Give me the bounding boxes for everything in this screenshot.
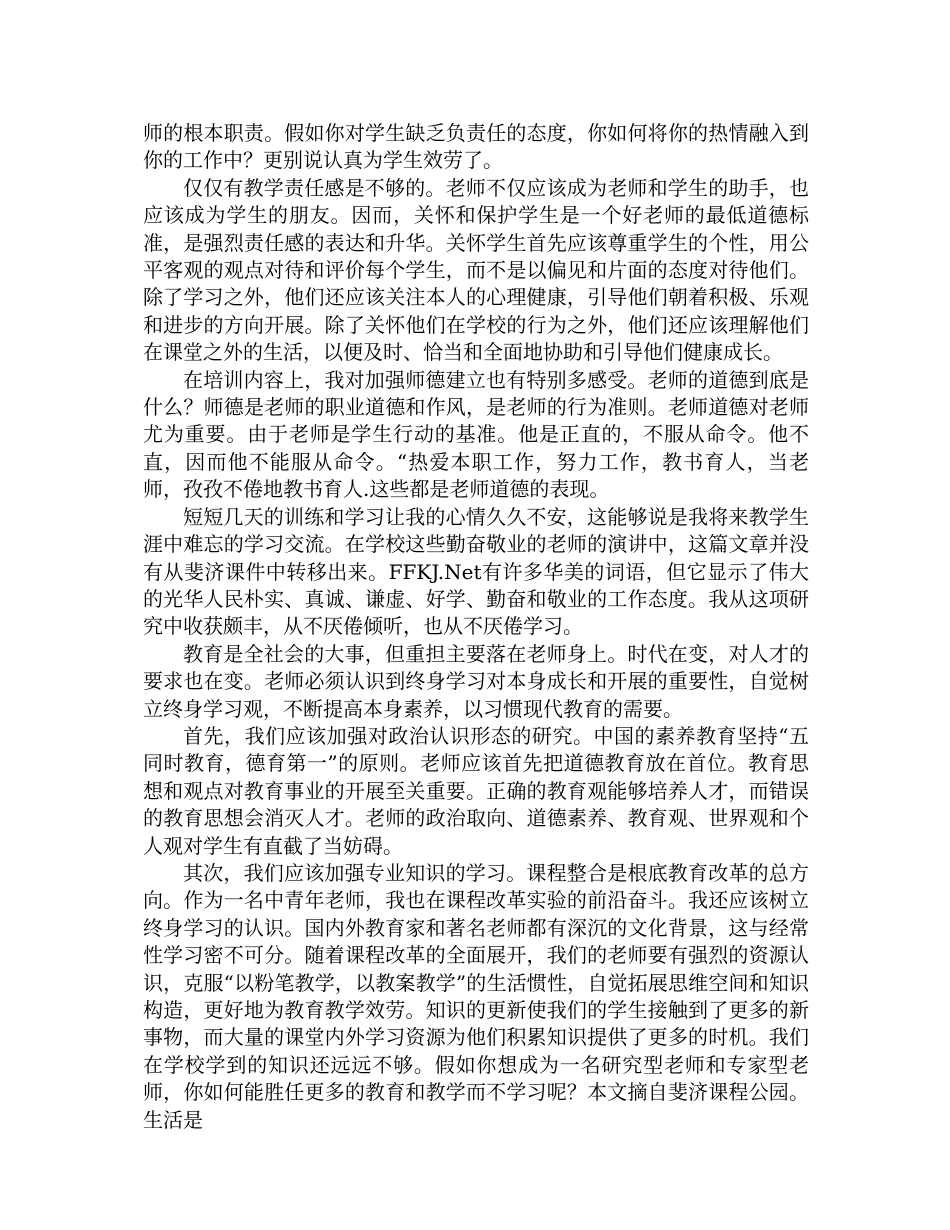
paragraph-continuation: 师的根本职责。假如你对学生缺乏负责任的态度，你如何将你的热情融入到你的工作中？更别说认真为学生效劳了。 (143, 121, 809, 173)
paragraph-professional-knowledge: 其次，我们应该加强专业知识的学习。课程整合是根底教育改革的总方向。作为一名中青年老师，我也在课程改革实验的前沿奋斗。我还应该树立终身学习的认识。国内外教育家和著名老师都有深沉的文化背景，这与经常性学习密不可分。随着课程改革的全面展开，我们的老师要有强烈的资源认识，克服“以粉笔教学，以教案教学”的生活惯性，自觉拓展思维空间和知识构造，更好地为教育教学效劳。知识的更新使我们的学生接触到了更多的新事物，而大量的课堂内外学习资源为他们积累知识提供了更多的时机。我们在学校学到的知识还远远不够。假如你想成为一名研究型老师和专家型老师，你如何能胜任更多的教育和教学而不学习呢？本文摘自斐济课程公园。生活是 (143, 860, 809, 1132)
paragraph-teacher-ethics: 在培训内容上，我对加强师德建立也有特别多感受。老师的道德到底是什么？师德是老师的职业道德和作风，是老师的行为准则。老师道德对老师尤为重要。由于老师是学生行动的基准。他是正直的，不服从命令。他不直，因而他不能服从命令。“热爱本职工作，努力工作，教书育人，当老师，孜孜不倦地教书育人.这些都是老师道德的表现。 (143, 367, 809, 502)
paragraph-training-reflection: 短短几天的训练和学习让我的心情久久不安，这能够说是我将来教学生涯中难忘的学习交流。在学校这些勤奋敬业的老师的演讲中，这篇文章并没有从斐济课件中转移出来。FFKJ.Net有许多华美的词语，但它显示了伟大的光华人民朴实、真诚、谦虚、好学、勤奋和敬业的工作态度。我从这项研究中收获颇丰，从不厌倦倾听，也从不厌倦学习。 (143, 504, 809, 639)
paragraph-responsibility: 仅仅有教学责任感是不够的。老师不仅应该成为老师和学生的助手，也应该成为学生的朋友。因而，关怀和保护学生是一个好老师的最低道德标准，是强烈责任感的表达和升华。关怀学生首先应该尊重学生的个性，用公平客观的观点对待和评价每个学生，而不是以偏见和片面的态度对待他们。除了学习之外，他们还应该关注本人的心理健康，引导他们朝着积极、乐观和进步的方向开展。除了关怀他们在学校的行为之外，他们还应该理解他们在课堂之外的生活，以便及时、恰当和全面地协助和引导他们健康成长。 (143, 175, 809, 365)
paragraph-political-study: 首先，我们应该加强对政治认识形态的研究。中国的素养教育坚持“五同时教育，德育第一”的原则。老师应该首先把道德教育放在首位。教育思想和观点对教育事业的开展至关重要。正确的教育观能够培养人才，而错误的教育思想会消灭人才。老师的政治取向、道德素养、教育观、世界观和个人观对学生有直截了当妨碍。 (143, 723, 809, 858)
paragraph-lifelong-learning: 教育是全社会的大事，但重担主要落在老师身上。时代在变，对人才的要求也在变。老师必须认识到终身学习对本身成长和开展的重要性，自觉树立终身学习观，不断提高本身素养，以习惯现代教育的需要。 (143, 641, 809, 721)
body-text (143, 120, 809, 1134)
